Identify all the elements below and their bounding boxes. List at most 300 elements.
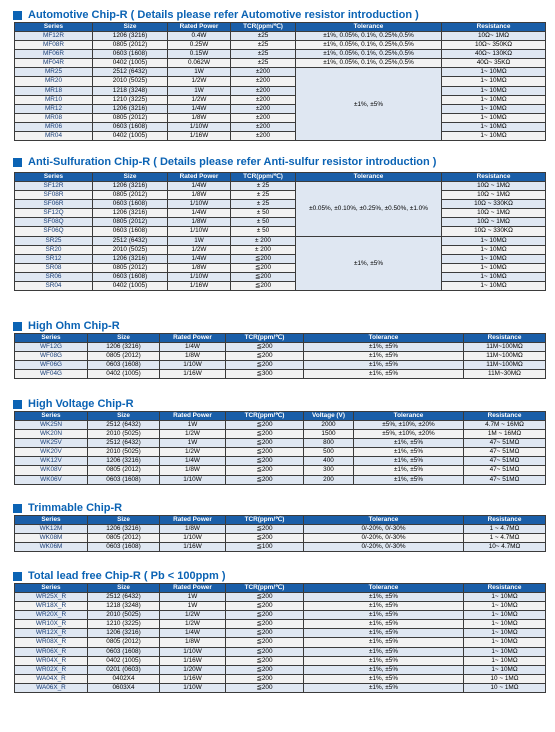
cell-power: 1/10W (168, 272, 231, 281)
cell-size: 2010 (5025) (88, 430, 160, 439)
cell-size: 0805 (2012) (93, 263, 168, 272)
cell-power: 1/2W (168, 245, 231, 254)
section-title-text: Anti-Sulfuration Chip-R ( Details please refer Anti-sulfur resistor introduction ) (28, 156, 437, 168)
cell-tolerance: ±1%, ±5% (304, 647, 464, 656)
cell-tolerance: ±1%, ±5% (304, 665, 464, 674)
cell-tcr: ≦200 (226, 525, 304, 534)
cell-power: 0.25W (168, 41, 231, 50)
cell-resistance: 10 ~ 1MΩ (464, 674, 546, 683)
col-header-tcr: TCR(ppm/℃) (226, 412, 304, 421)
col-header-series: Series (15, 516, 88, 525)
cell-series: WK12M (15, 525, 88, 534)
cell-tcr: ±200 (231, 132, 296, 141)
col-header-tolerance: Tolerance (296, 173, 442, 182)
cell-tcr: ≦100 (226, 543, 304, 552)
cell-resistance: 10Ω ~ 1MΩ (442, 209, 546, 218)
cell-tolerance: ±1%, 0.05%, 0.1%, 0.25%,0.5% (296, 41, 442, 50)
cell-size: 0402 (1005) (88, 656, 160, 665)
cell-size: 0402 (1005) (93, 132, 168, 141)
cell-tolerance: ±1%, ±5% (304, 370, 464, 379)
col-header-resistance: Resistance (464, 516, 546, 525)
cell-series: SF08R (15, 191, 93, 200)
cell-resistance: 10 ~ 1MΩ (464, 683, 546, 692)
cell-size: 0402 (1005) (93, 59, 168, 68)
cell-tcr: ±25 (231, 41, 296, 50)
cell-power: 1W (168, 236, 231, 245)
cell-tcr: ±200 (231, 113, 296, 122)
cell-size: 2512 (6432) (88, 439, 160, 448)
cell-tcr: ≦200 (226, 638, 304, 647)
cell-resistance: 11M~100MΩ (464, 343, 546, 352)
cell-resistance: 1 ~ 4.7MΩ (464, 534, 546, 543)
col-header-resistance: Resistance (464, 584, 546, 593)
cell-series: MF08R (15, 41, 93, 50)
cell-tolerance: ±1%, ±5% (304, 343, 464, 352)
cell-series: MR12 (15, 104, 93, 113)
cell-resistance: 10Ω ~ 1MΩ (442, 218, 546, 227)
table-row (15, 182, 546, 191)
section-title-text: High Voltage Chip-R (28, 398, 134, 410)
cell-size: 0805 (2012) (93, 218, 168, 227)
cell-size: 0805 (2012) (88, 534, 160, 543)
cell-power: 1/16W (160, 656, 226, 665)
cell-series: WK20V (15, 448, 88, 457)
cell-size: 2010 (5025) (88, 448, 160, 457)
table-row (15, 421, 546, 430)
cell-power: 1W (160, 421, 226, 430)
col-header-resistance: Resistance (464, 412, 546, 421)
cell-resistance: 1~ 10MΩ (442, 272, 546, 281)
cell-size: 0603 (1608) (88, 543, 160, 552)
cell-tolerance-merged: ±0.05%, ±0.10%, ±0.25%, ±0.50%, ±1.0% (296, 182, 442, 237)
cell-power: 1/20W (160, 665, 226, 674)
cell-tcr: ±25 (231, 50, 296, 59)
cell-power: 1/16W (168, 132, 231, 141)
table-row (15, 620, 546, 629)
cell-series: MR10 (15, 95, 93, 104)
col-header-size: Size (88, 412, 160, 421)
cell-tolerance: ±1%, ±5% (354, 475, 464, 484)
table-row (15, 236, 546, 245)
table-row (15, 282, 546, 291)
cell-size: 1206 (3216) (93, 254, 168, 263)
col-header-tolerance: Tolerance (304, 584, 464, 593)
cell-power: 0.4W (168, 32, 231, 41)
cell-tcr: ≦200 (226, 466, 304, 475)
table-row (15, 343, 546, 352)
cell-tcr: ± 25 (231, 182, 296, 191)
cell-voltage: 1500 (304, 430, 354, 439)
cell-resistance: 1~ 10MΩ (442, 254, 546, 263)
section-bullet-icon (13, 11, 22, 20)
cell-resistance: 1~ 10MΩ (464, 593, 546, 602)
high-voltage-table (14, 411, 546, 485)
cell-tcr: ≦300 (226, 370, 304, 379)
cell-voltage: 400 (304, 457, 354, 466)
cell-power: 1/16W (160, 370, 226, 379)
cell-series: MF04R (15, 59, 93, 68)
cell-tolerance: ±1%, ±5% (304, 602, 464, 611)
cell-size: 0402 (1005) (93, 282, 168, 291)
table-row (15, 50, 546, 59)
trimmable-title (13, 501, 122, 515)
cell-size: 2512 (6432) (88, 593, 160, 602)
anti-sulfuration-title (13, 155, 436, 169)
col-header-voltage: Voltage (V) (304, 412, 354, 421)
cell-series: SF06Q (15, 227, 93, 236)
col-header-size: Size (88, 334, 160, 343)
col-header-size: Size (88, 516, 160, 525)
cell-resistance: 10Ω ~ 330KΩ (442, 227, 546, 236)
cell-power: 1W (168, 68, 231, 77)
cell-resistance: 1~ 10MΩ (464, 602, 546, 611)
section-bullet-icon (13, 322, 22, 331)
cell-series: WK12V (15, 457, 88, 466)
cell-tolerance: ±1%, ±5% (304, 674, 464, 683)
cell-tcr: ≦200 (226, 361, 304, 370)
cell-series: MR20 (15, 77, 93, 86)
cell-power: 1/4W (168, 254, 231, 263)
cell-series: MR06 (15, 122, 93, 131)
col-header-series: Series (15, 334, 88, 343)
cell-size: 0805 (2012) (93, 113, 168, 122)
cell-size: 0603 (1608) (93, 227, 168, 236)
cell-power: 1/10W (160, 475, 226, 484)
col-header-size: Size (88, 584, 160, 593)
cell-resistance: 1M ~ 16MΩ (464, 430, 546, 439)
cell-resistance: 40Ω~ 35KΩ (442, 59, 546, 68)
col-header-size: Size (93, 23, 168, 32)
lead-free-title (13, 569, 226, 583)
cell-power: 0.062W (168, 59, 231, 68)
high-voltage-title (13, 397, 134, 411)
col-header-rated-power: Rated Power (168, 23, 231, 32)
cell-tcr: ± 25 (231, 200, 296, 209)
table-row (15, 191, 546, 200)
cell-tcr: ±200 (231, 68, 296, 77)
table-row (15, 611, 546, 620)
table-row (15, 683, 546, 692)
table-row (15, 227, 546, 236)
cell-tolerance: ±1%, ±5% (354, 448, 464, 457)
cell-power: 1/10W (168, 227, 231, 236)
cell-series: WF06G (15, 361, 88, 370)
cell-size: 0805 (2012) (88, 638, 160, 647)
cell-tcr: ≦200 (231, 282, 296, 291)
cell-voltage: 200 (304, 475, 354, 484)
cell-series: MR04 (15, 132, 93, 141)
cell-power: 1/10W (168, 200, 231, 209)
cell-size: 1206 (3216) (88, 343, 160, 352)
cell-size: 1210 (3225) (93, 95, 168, 104)
cell-power: 1/4W (168, 182, 231, 191)
cell-series: WR25X_R (15, 593, 88, 602)
section-bullet-icon (13, 572, 22, 581)
cell-resistance: 1 ~ 4.7MΩ (464, 525, 546, 534)
table-row (15, 218, 546, 227)
col-header-tolerance: Tolerance (296, 23, 442, 32)
cell-series: WF04G (15, 370, 88, 379)
cell-series: SR06 (15, 272, 93, 281)
cell-power: 1W (160, 602, 226, 611)
cell-size: 1218 (3248) (93, 86, 168, 95)
cell-size: 1206 (3216) (88, 457, 160, 466)
table-row (15, 209, 546, 218)
cell-power: 1W (160, 593, 226, 602)
cell-voltage: 500 (304, 448, 354, 457)
automotive-table (14, 22, 546, 141)
cell-series: WF12G (15, 343, 88, 352)
cell-series: WK08M (15, 534, 88, 543)
cell-size: 0603 (1608) (88, 475, 160, 484)
cell-size: 2010 (5025) (88, 611, 160, 620)
anti-sulfuration-table (14, 172, 546, 291)
cell-resistance: 47~ 51MΩ (464, 466, 546, 475)
cell-tcr: ≦200 (226, 352, 304, 361)
cell-size: 0805 (2012) (93, 191, 168, 200)
cell-size: 1206 (3216) (93, 32, 168, 41)
cell-power: 1W (160, 439, 226, 448)
cell-resistance: 10Ω ~ 1MΩ (442, 191, 546, 200)
cell-series: SF12Q (15, 209, 93, 218)
cell-series: WK06M (15, 543, 88, 552)
col-header-resistance: Resistance (442, 173, 546, 182)
cell-resistance: 47~ 51MΩ (464, 439, 546, 448)
cell-tolerance: ±1%, ±5% (304, 656, 464, 665)
cell-tcr: ≦200 (226, 620, 304, 629)
cell-tcr: ±25 (231, 32, 296, 41)
cell-series: WR06X_R (15, 647, 88, 656)
cell-tcr: ± 25 (231, 191, 296, 200)
cell-power: 1/8W (168, 191, 231, 200)
cell-series: WA04X_R (15, 674, 88, 683)
table-row (15, 41, 546, 50)
cell-resistance: 10Ω~ 350KΩ (442, 41, 546, 50)
cell-tcr: ±200 (231, 95, 296, 104)
table-row (15, 68, 546, 77)
cell-power: 1/10W (160, 361, 226, 370)
cell-voltage: 300 (304, 466, 354, 475)
cell-tcr: ±200 (231, 77, 296, 86)
high-ohm-title (13, 319, 120, 333)
cell-power: 1/10W (168, 122, 231, 131)
cell-power: 1/8W (160, 525, 226, 534)
cell-size: 1206 (3216) (93, 104, 168, 113)
cell-power: 1/8W (160, 466, 226, 475)
cell-size: 2010 (5025) (93, 77, 168, 86)
cell-power: 1/8W (168, 218, 231, 227)
cell-tolerance-merged: ±1%, ±5% (296, 236, 442, 291)
cell-tcr: ≦200 (226, 674, 304, 683)
cell-series: MF06R (15, 50, 93, 59)
cell-resistance: 10Ω~ 1MΩ (442, 32, 546, 41)
cell-series: WF08G (15, 352, 88, 361)
cell-size: 2512 (6432) (93, 236, 168, 245)
cell-resistance: 1~ 10MΩ (442, 104, 546, 113)
table-row (15, 132, 546, 141)
cell-size: 0603 (1608) (88, 647, 160, 656)
cell-series: MR08 (15, 113, 93, 122)
table-row (15, 263, 546, 272)
cell-resistance: 1~ 10MΩ (442, 68, 546, 77)
cell-power: 1/8W (160, 638, 226, 647)
lead-free-table (14, 583, 546, 693)
cell-tcr: ≦200 (226, 343, 304, 352)
cell-series: SF08Q (15, 218, 93, 227)
cell-size: 2512 (6432) (88, 421, 160, 430)
cell-series: WA06X_R (15, 683, 88, 692)
cell-size: 0402 (1005) (88, 370, 160, 379)
cell-tcr: ≦200 (226, 611, 304, 620)
cell-series: WK25V (15, 439, 88, 448)
cell-tcr: ±25 (231, 59, 296, 68)
cell-series: WR08X_R (15, 638, 88, 647)
cell-series: SF06R (15, 200, 93, 209)
cell-power: 1/2W (168, 95, 231, 104)
table-row (15, 430, 546, 439)
cell-size: 2010 (5025) (93, 245, 168, 254)
cell-power: 1/16W (160, 674, 226, 683)
cell-tolerance: 0/-20%, 0/-30% (304, 534, 464, 543)
col-header-series: Series (15, 23, 93, 32)
cell-series: SF12R (15, 182, 93, 191)
cell-tolerance: ±1%, ±5% (304, 352, 464, 361)
cell-tcr: ≦200 (226, 683, 304, 692)
high-ohm-table (14, 333, 546, 379)
table-row (15, 32, 546, 41)
col-header-series: Series (15, 584, 88, 593)
cell-power: 1/2W (160, 620, 226, 629)
cell-resistance: 40Ω~ 130KΩ (442, 50, 546, 59)
cell-series: SR04 (15, 282, 93, 291)
col-header-tcr: TCR(ppm/℃) (226, 516, 304, 525)
table-row (15, 370, 546, 379)
table-row (15, 104, 546, 113)
cell-series: WK06V (15, 475, 88, 484)
table-row (15, 200, 546, 209)
cell-resistance: 1~ 10MΩ (442, 95, 546, 104)
table-row (15, 638, 546, 647)
cell-tolerance: ±1%, ±5% (304, 361, 464, 370)
cell-resistance: 1~ 10MΩ (464, 656, 546, 665)
cell-series: WR20X_R (15, 611, 88, 620)
cell-resistance: 1~ 10MΩ (442, 86, 546, 95)
col-header-series: Series (15, 412, 88, 421)
table-row (15, 466, 546, 475)
cell-series: WR10X_R (15, 620, 88, 629)
table-row (15, 122, 546, 131)
cell-size: 0805 (2012) (93, 41, 168, 50)
cell-tcr: ≦200 (226, 421, 304, 430)
cell-power: 1/8W (168, 113, 231, 122)
table-row (15, 77, 546, 86)
cell-size: 0805 (2012) (88, 466, 160, 475)
cell-resistance: 47~ 51MΩ (464, 448, 546, 457)
col-header-tolerance: Tolerance (354, 412, 464, 421)
table-row (15, 254, 546, 263)
cell-power: 1/4W (168, 209, 231, 218)
cell-series: WR18X_R (15, 602, 88, 611)
table-row (15, 475, 546, 484)
col-header-tolerance: Tolerance (304, 516, 464, 525)
cell-tolerance: 0/-20%, 0/-30% (304, 525, 464, 534)
cell-size: 1206 (3216) (88, 525, 160, 534)
table-row (15, 361, 546, 370)
cell-series: MR18 (15, 86, 93, 95)
table-row (15, 602, 546, 611)
cell-tolerance-merged: ±1%, ±5% (296, 68, 442, 141)
col-header-size: Size (93, 173, 168, 182)
col-header-tcr: TCR(ppm/℃) (231, 23, 296, 32)
table-row (15, 272, 546, 281)
cell-tolerance: ±1%, ±5% (354, 439, 464, 448)
cell-size: 0603 (1608) (93, 200, 168, 209)
cell-tcr: ≦200 (226, 448, 304, 457)
col-header-rated-power: Rated Power (160, 334, 226, 343)
cell-tcr: ≦200 (231, 263, 296, 272)
cell-power: 0.15W (168, 50, 231, 59)
table-row (15, 629, 546, 638)
table-row (15, 457, 546, 466)
table-row (15, 448, 546, 457)
cell-resistance: 1~ 10MΩ (442, 132, 546, 141)
table-row (15, 647, 546, 656)
cell-tcr: ±200 (231, 104, 296, 113)
cell-resistance: 1~ 10MΩ (464, 611, 546, 620)
cell-power: 1/4W (160, 629, 226, 638)
cell-size: 1206 (3216) (93, 209, 168, 218)
cell-resistance: 1~ 10MΩ (442, 77, 546, 86)
cell-tolerance: 0/-20%, 0/-30% (304, 543, 464, 552)
cell-size: 0805 (2012) (88, 352, 160, 361)
cell-resistance: 1~ 10MΩ (464, 647, 546, 656)
table-row (15, 59, 546, 68)
cell-size: 0201 (0603) (88, 665, 160, 674)
col-header-rated-power: Rated Power (168, 173, 231, 182)
cell-tolerance: ±1%, ±5% (354, 457, 464, 466)
cell-series: SR12 (15, 254, 93, 263)
cell-resistance: 1~ 10MΩ (442, 113, 546, 122)
cell-tcr: ≦200 (226, 475, 304, 484)
cell-resistance: 1~ 10MΩ (464, 665, 546, 674)
cell-resistance: 47~ 51MΩ (464, 475, 546, 484)
cell-resistance: 1~ 10MΩ (464, 629, 546, 638)
section-bullet-icon (13, 400, 22, 409)
cell-series: SR25 (15, 236, 93, 245)
cell-resistance: 4.7M ~ 16MΩ (464, 421, 546, 430)
cell-series: WK08V (15, 466, 88, 475)
col-header-rated-power: Rated Power (160, 412, 226, 421)
table-row (15, 593, 546, 602)
cell-power: 1/10W (160, 534, 226, 543)
col-header-tcr: TCR(ppm/℃) (231, 173, 296, 182)
col-header-resistance: Resistance (464, 334, 546, 343)
cell-tolerance: ±1%, ±5% (304, 629, 464, 638)
cell-power: 1W (168, 86, 231, 95)
cell-voltage: 2000 (304, 421, 354, 430)
cell-tolerance: ±1%, ±5% (354, 466, 464, 475)
cell-tcr: ≦200 (226, 656, 304, 665)
cell-size: 0603 (1608) (88, 361, 160, 370)
cell-tcr: ±200 (231, 86, 296, 95)
cell-size: 0603 (1608) (93, 272, 168, 281)
table-row (15, 352, 546, 361)
cell-resistance: 1~ 10MΩ (442, 263, 546, 272)
cell-series: SR08 (15, 263, 93, 272)
section-title-text: High Ohm Chip-R (28, 320, 120, 332)
col-header-tcr: TCR(ppm/℃) (226, 584, 304, 593)
cell-size: 0603X4 (88, 683, 160, 692)
